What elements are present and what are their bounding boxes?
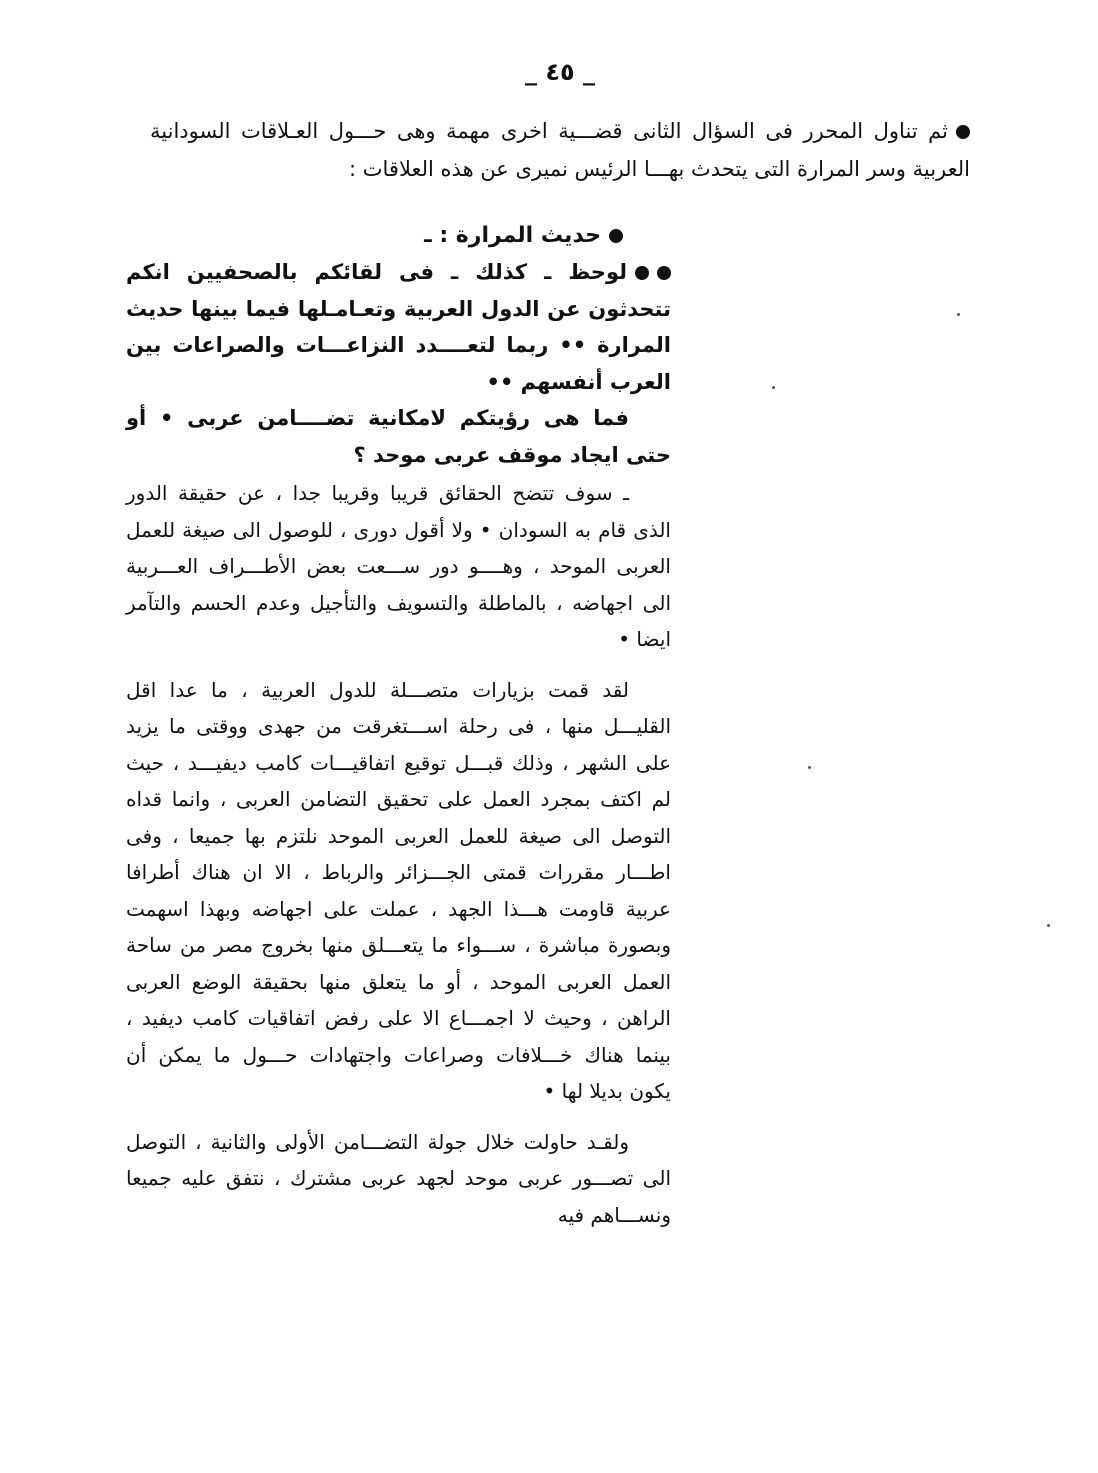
answer-text-3: ولقـد حاولت خلال جولة التضـــامن الأولى والثانية ، التوصل الى تصـــور عربى موحد لجهد عربى مشترك ، نتفق عليه جميعا ونســـاهم فيه [126,1129,671,1227]
question-paragraph [126,400,671,473]
intro-text: ثم تناول المحرر فى السؤال الثانى قضـــية اخرى مهمة وهى حـــول العـلاقات السودانية العربية وسر المرارة التى يتحدث بهـــا الرئيس نميرى عن هذه العلاقات : [150,119,970,181]
interview-question [126,254,671,473]
answer-text-2: لقد قمت بزيارات متصـــلة للدول العربية ، ما عدا اقل القليـــل منها ، فى رحلة اســـتغرقت من جهدى ووقتى ما يزيد على الشهر ، وذلك قبـــل توقيع اتفاقيـــات كامب ديفيـــد ، حيث لم اكتف بمجرد العمل على تحقيق التضامن العربى ، وانما قداه التوصل الى صيغة للعمل العربى الموحد نلتزم بها جميعا ، وفى اطـــار مقررات قمتى الجـــزائر والرباط ، الا ان هناك أطرافا عربية قاومت هـــذا الجهد ، عملت على اجهاضه وبهذا اسهمت وبصورة مباشرة ، ســـواء ما يتعـــلق منها بخروج مصر من ساحة العمل العربى الموحد ، أو ما يتعلق منها بحقيقة الوضع العربى الراهن ، وحيث لا اجمـــاع الا على رفض اتفاقيات كامب ديفيد ، بينما هناك خـــلافات وصراعات واجتهادات حـــول ما يمكن أن يكون بديلا لها • [126,677,671,1103]
question-text-1: لوحظ ـ كذلك ـ فى لقائكم بالصحفيين انكم تتحدثون عن الدول العربية وتعـامـلها فيما بينها حديث المرارة •• ربما لتعــــدد النزاعـــات والصراعات بين العرب أنفسهم •• [126,260,671,394]
interview-answer [126,475,671,1233]
section-heading-text: حديث المرارة : ـ [424,223,601,248]
question-text-2: فما هى رؤيتكم لامكانية تضــــامن عربى • أو حتى ايجاد موقف عربى موحد ؟ [126,406,671,467]
answer-paragraph [126,475,671,658]
page-number: _ ٤٥ _ [524,58,595,86]
bullet-icon [956,125,970,139]
answer-paragraph [126,672,671,1110]
answer-text-1: ـ سوف تتضح الحقائق قريبا وقريبا جدا ، عن حقيقة الدور الذى قام به السودان • ولا أقول دورى ، للوصول الى صيغة للعمل العربى الموحد ، وهــــو دور ســـعت بعض الأطـــراف العـــربية الى اجهاضه ، بالماطلة والتسويف والتأجيل وعدم الحسم والتآمر ايضا • [126,481,671,651]
scan-speck [1047,924,1050,927]
question-paragraph [126,254,671,400]
bullet-icon [657,266,671,280]
answer-paragraph [126,1124,671,1234]
section-heading [424,218,623,254]
bullet-icon [635,266,649,280]
scan-speck [772,386,775,389]
intro-paragraph [150,112,970,188]
bullet-icon [609,229,623,243]
scan-speck [808,766,811,769]
scan-speck [957,313,960,316]
